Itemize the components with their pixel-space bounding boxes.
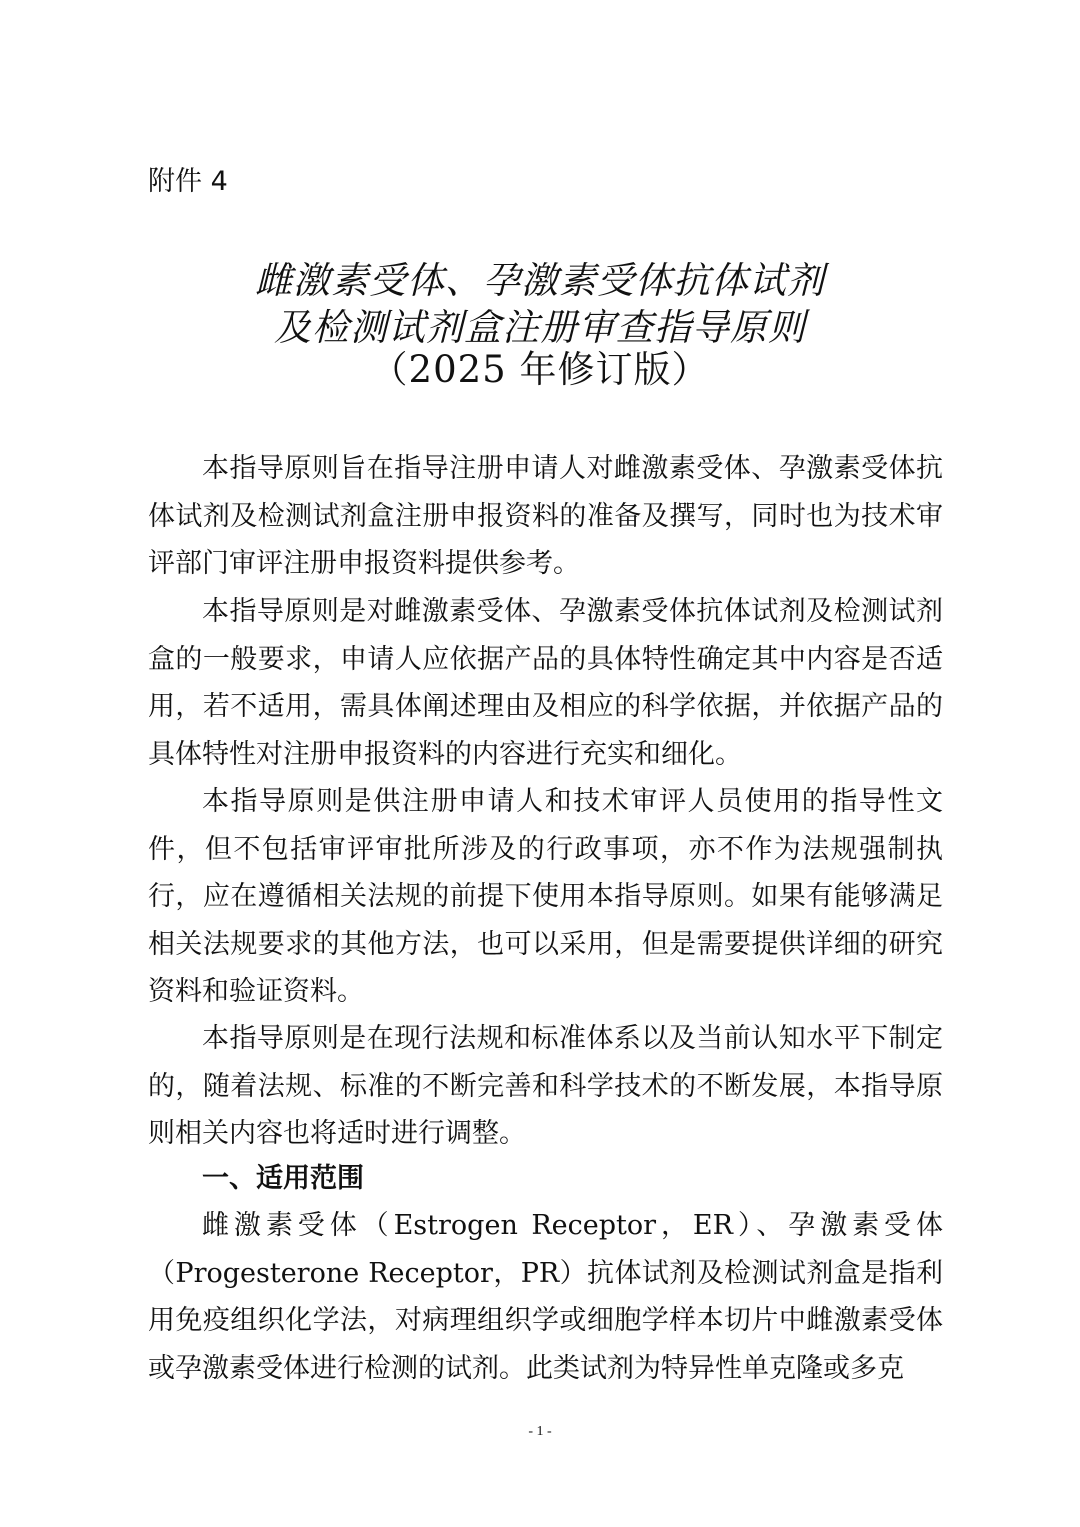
paragraph-revision: 本指导原则是在现行法规和标准体系以及当前认知水平下制定的，随着法规、标准的不断完善和科学技术的不断发展，本指导原则相关内容也将适时进行调整。 xyxy=(148,1023,943,1149)
attachment-label: 附件 4 xyxy=(148,166,228,197)
title-line-3: （2025 年修订版） xyxy=(370,348,710,391)
paragraph-usage: 本指导原则是供注册申请人和技术审评人员使用的指导性文件，但不包括审评审批所涉及的行政事项，亦不作为法规强制执行，应在遵循相关法规的前提下使用本指导原则。如果有能够满足相关法规要求的其他方法，也可以采用，但是需要提供详细的研究资料和验证资料。 xyxy=(148,786,943,1007)
section-heading-scope: 一、适用范围 xyxy=(202,1163,364,1194)
page-number: - 1 - xyxy=(528,1424,552,1439)
title-line-2: 及检测试剂盒注册审查指导原则 xyxy=(274,306,806,349)
title-line-1: 雌激素受体、孕激素受体抗体试剂 xyxy=(255,259,825,302)
paragraph-purpose: 本指导原则旨在指导注册申请人对雌激素受体、孕激素受体抗体试剂及检测试剂盒注册申报资料的准备及撰写，同时也为技术审评部门审评注册申报资料提供参考。 xyxy=(148,453,943,579)
paragraph-scope: 雌激素受体（Estrogen Receptor，ER）、孕激素受体（Progesterone Receptor，PR）抗体试剂及检测试剂盒是指利用免疫组织化学法，对病理组织学或细胞学样本切片中雌激素受体或孕激素受体进行检测的试剂。此类试剂为特异性单克隆或多克 xyxy=(148,1210,943,1384)
paragraph-general-requirements: 本指导原则是对雌激素受体、孕激素受体抗体试剂及检测试剂盒的一般要求，申请人应依据产品的具体特性确定其中内容是否适用，若不适用，需具体阐述理由及相应的科学依据，并依据产品的具体特性对注册申报资料的内容进行充实和细化。 xyxy=(148,596,943,770)
